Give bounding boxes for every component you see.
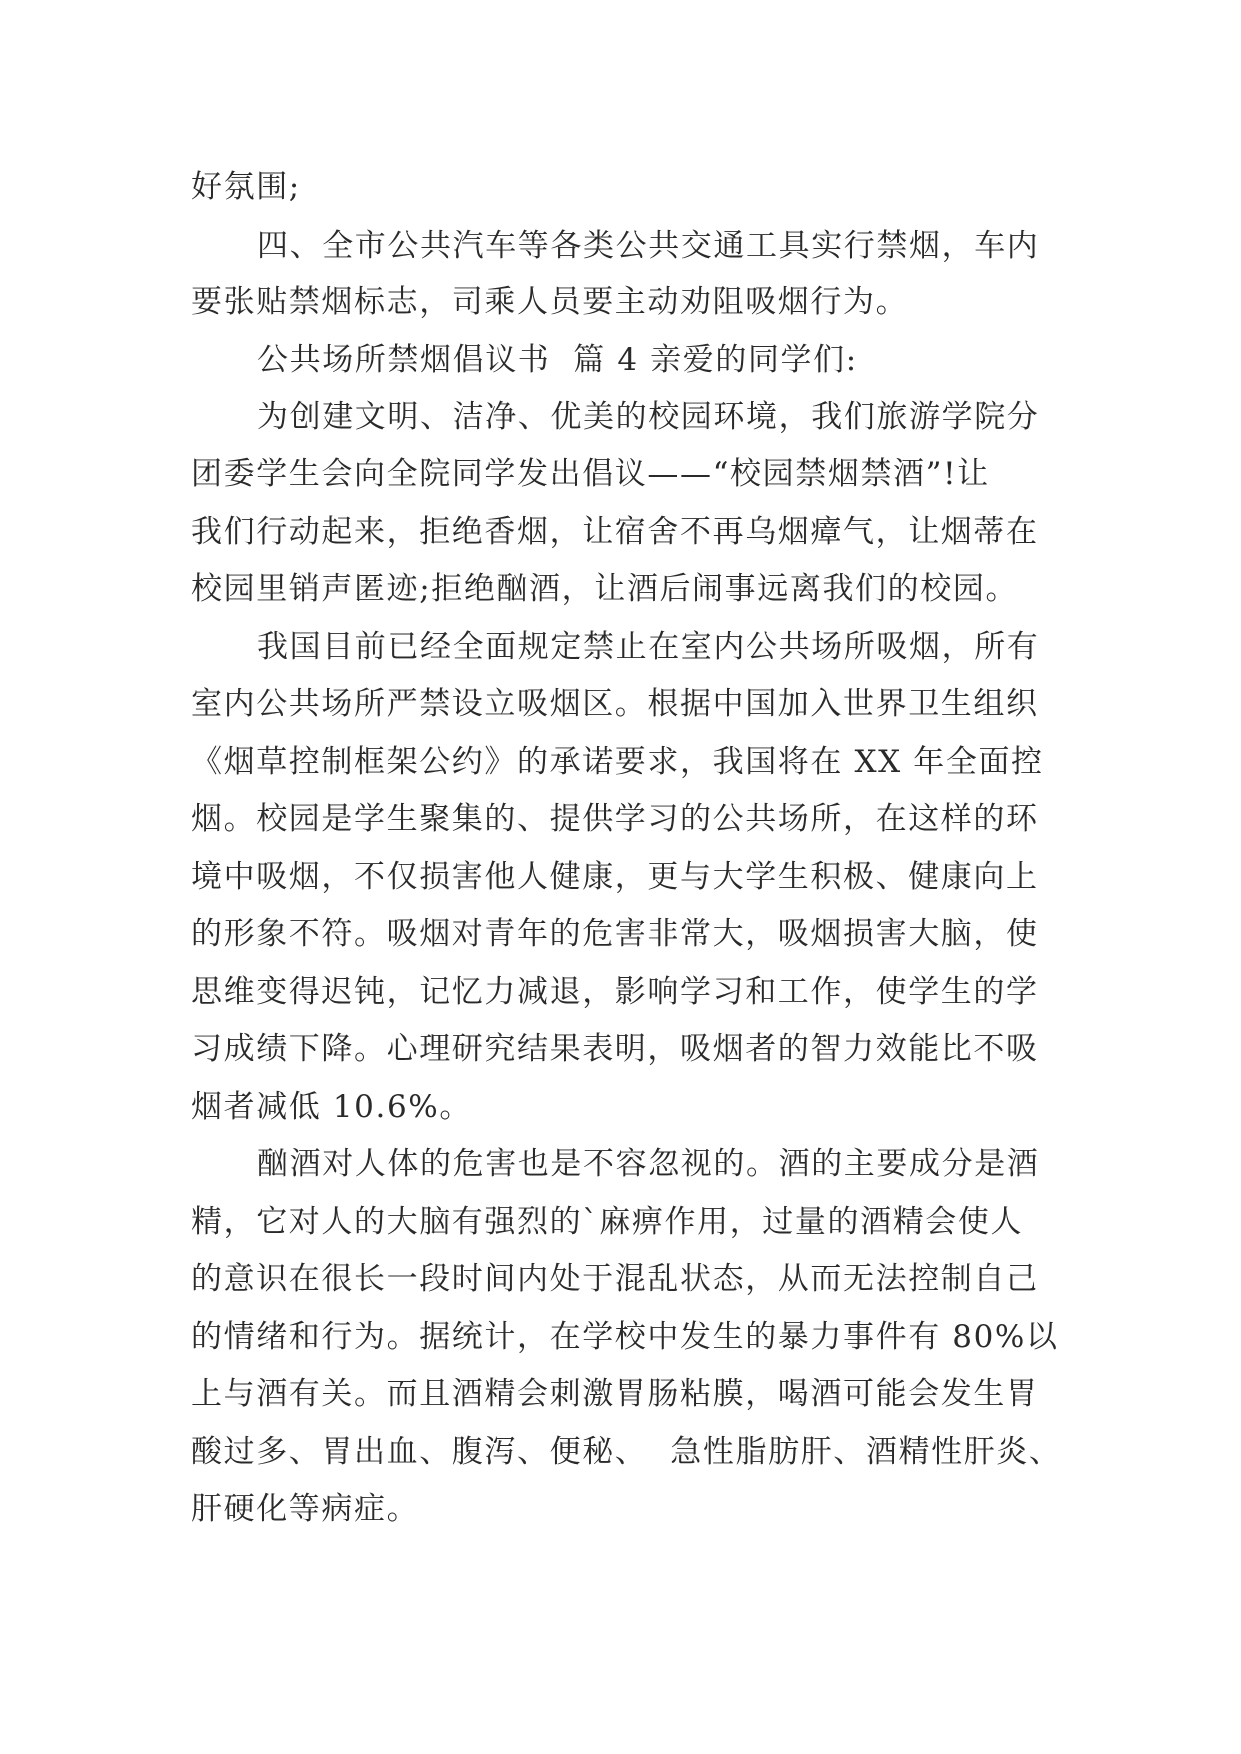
text-line: 要张贴禁烟标志，司乘人员要主动劝阻吸烟行为。 (191, 284, 909, 320)
text-line: 境中吸烟，不仅损害他人健康，更与大学生积极、健康向上 (191, 859, 1039, 895)
text-line: 室内公共场所严禁设立吸烟区。根据中国加入世界卫生组织 (191, 686, 1039, 722)
text-line: 烟者减低 10.6%。 (191, 1089, 472, 1125)
text-line: 酗酒对人体的危害也是不容忽视的。酒的主要成分是酒 (257, 1146, 1040, 1182)
text-line: 精，它对人的大脑有强烈的`麻痹作用，过量的酒精会使人 (191, 1204, 1024, 1240)
text-line: 校园里销声匿迹;拒绝酗酒，让酒后闹事远离我们的校园。 (191, 571, 1019, 607)
text-line: 《烟草控制框架公约》的承诺要求，我国将在 XX 年全面控 (191, 744, 1044, 780)
text-line: 肝硬化等病症。 (191, 1491, 420, 1527)
text-line: 酸过多、胃出血、腹泻、便秘、 急性脂肪肝、酒精性肝炎、 (191, 1434, 1062, 1470)
text-line: 我国目前已经全面规定禁止在室内公共场所吸烟，所有 (257, 629, 1040, 665)
text-line: 我们行动起来，拒绝香烟，让宿舍不再乌烟瘴气，让烟蒂在 (191, 514, 1039, 550)
text-line: 烟。校园是学生聚集的、提供学习的公共场所，在这样的环 (191, 801, 1039, 837)
text-line: 上与酒有关。而且酒精会刺激胃肠粘膜，喝酒可能会发生胃 (191, 1376, 1039, 1412)
text-line: 团委学生会向全院同学发出倡议——“校园禁烟禁酒”!让 (191, 456, 990, 492)
text-line: 思维变得迟钝，记忆力减退，影响学习和工作，使学生的学 (191, 974, 1039, 1010)
text-line: 为创建文明、洁净、优美的校园环境，我们旅游学院分 (257, 399, 1040, 435)
text-line: 的形象不符。吸烟对青年的危害非常大，吸烟损害大脑，使 (191, 916, 1039, 952)
text-line: 习成绩下降。心理研究结果表明，吸烟者的智力效能比不吸 (191, 1031, 1039, 1067)
section-heading: 公共场所禁烟倡议书 篇 4 亲爱的同学们: (257, 342, 858, 378)
text-line: 的情绪和行为。据统计，在学校中发生的暴力事件有 80%以 (191, 1319, 1059, 1355)
text-line: 好氛围; (191, 169, 301, 205)
text-line: 的意识在很长一段时间内处于混乱状态，从而无法控制自己 (191, 1261, 1039, 1297)
text-line: 四、全市公共汽车等各类公共交通工具实行禁烟，车内 (257, 228, 1040, 264)
